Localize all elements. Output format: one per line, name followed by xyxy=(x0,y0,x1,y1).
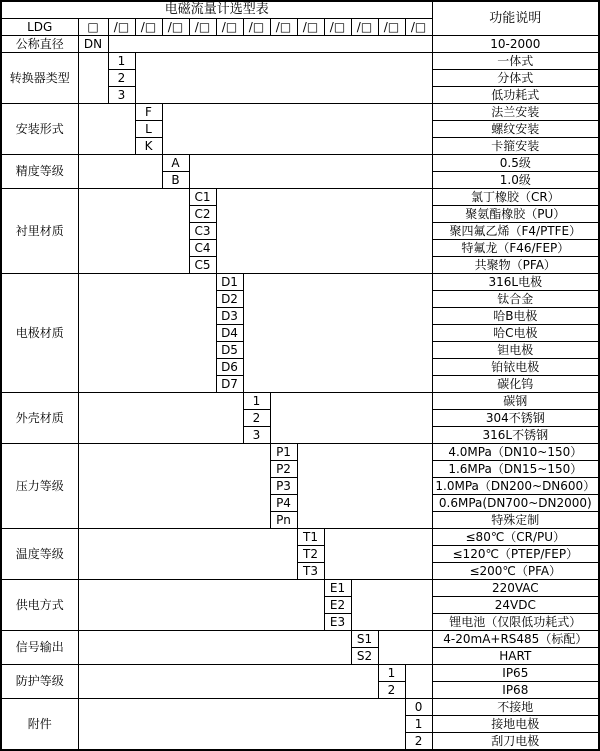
table-row xyxy=(1,155,599,172)
table-row xyxy=(1,529,599,546)
model-prefix: LDG xyxy=(1,19,78,36)
filler-cell xyxy=(78,53,108,104)
desc-cell: 1.0级 xyxy=(432,172,599,189)
desc-cell: 1.6MPa（DN15~150） xyxy=(432,461,599,478)
filler-cell xyxy=(78,274,216,393)
desc-cell: IP68 xyxy=(432,682,599,699)
table-row xyxy=(1,393,599,410)
code-cell: D2 xyxy=(216,291,243,308)
code-box: /□ xyxy=(324,19,351,36)
desc-cell: 哈C电极 xyxy=(432,325,599,342)
desc-cell: 不接地 xyxy=(432,699,599,716)
filler-cell xyxy=(108,36,432,53)
code-cell: 2 xyxy=(378,682,405,699)
section-label: 电极材质 xyxy=(1,274,78,393)
code-cell: S2 xyxy=(351,648,378,665)
desc-cell: 碳钢 xyxy=(432,393,599,410)
desc-cell: 哈B电极 xyxy=(432,308,599,325)
table-row xyxy=(1,104,599,121)
code-cell: 2 xyxy=(243,410,270,427)
title-row xyxy=(1,1,599,19)
code-cell: C1 xyxy=(189,189,216,206)
filler-cell xyxy=(78,104,135,155)
section-label: 精度等级 xyxy=(1,155,78,189)
code-cell: E3 xyxy=(324,614,351,631)
code-cell: C4 xyxy=(189,240,216,257)
filler-cell xyxy=(189,155,432,189)
desc-cell: ≤200℃（PFA） xyxy=(432,563,599,580)
code-cell: D1 xyxy=(216,274,243,291)
code-cell: 0 xyxy=(405,699,432,716)
desc-cell: IP65 xyxy=(432,665,599,682)
code-cell: 1 xyxy=(378,665,405,682)
desc-cell: 接地电极 xyxy=(432,716,599,733)
desc-cell: 低功耗式 xyxy=(432,87,599,104)
code-cell: P2 xyxy=(270,461,297,478)
desc-cell: ≤120℃（PTEP/FEP） xyxy=(432,546,599,563)
table-row xyxy=(1,631,599,648)
desc-cell: 特氟龙（F46/FEP） xyxy=(432,240,599,257)
table-row xyxy=(1,53,599,70)
code-cell: P3 xyxy=(270,478,297,495)
code-cell: P1 xyxy=(270,444,297,461)
code-cell: D6 xyxy=(216,359,243,376)
filler-cell xyxy=(378,631,432,665)
code-box-first: □ xyxy=(78,19,108,36)
filler-cell xyxy=(78,699,405,751)
desc-cell: 4.0MPa（DN10~150） xyxy=(432,444,599,461)
table-row xyxy=(1,699,599,716)
code-cell: 1 xyxy=(108,53,135,70)
filler-cell xyxy=(270,393,432,444)
filler-cell xyxy=(135,53,432,104)
desc-cell: 钛合金 xyxy=(432,291,599,308)
desc-cell: HART xyxy=(432,648,599,665)
desc-cell: 0.6MPa(DN700~DN2000) xyxy=(432,495,599,512)
table-row xyxy=(1,444,599,461)
filler-cell xyxy=(78,155,162,189)
code-box: /□ xyxy=(405,19,432,36)
code-cell: 1 xyxy=(243,393,270,410)
section-label: 转换器类型 xyxy=(1,53,78,104)
code-cell: L xyxy=(135,121,162,138)
code-cell: K xyxy=(135,138,162,155)
code-cell: F xyxy=(135,104,162,121)
desc-cell: 碳化钨 xyxy=(432,376,599,393)
code-box: /□ xyxy=(189,19,216,36)
desc-cell: 24VDC xyxy=(432,597,599,614)
code-cell: A xyxy=(162,155,189,172)
desc-cell: 聚氨酯橡胶（PU） xyxy=(432,206,599,223)
code-cell: D4 xyxy=(216,325,243,342)
section-label: 安装形式 xyxy=(1,104,78,155)
desc-cell: 220VAC xyxy=(432,580,599,597)
filler-cell xyxy=(78,393,243,444)
code-cell: 2 xyxy=(405,733,432,751)
desc-cell: 法兰安装 xyxy=(432,104,599,121)
filler-cell xyxy=(162,104,432,155)
code-cell: DN xyxy=(78,36,108,53)
table-row xyxy=(1,665,599,682)
desc-cell: 304不锈钢 xyxy=(432,410,599,427)
desc-cell: 分体式 xyxy=(432,70,599,87)
desc-cell: 共聚物（PFA） xyxy=(432,257,599,274)
desc-cell: 316L电极 xyxy=(432,274,599,291)
desc-cell: 锂电池（仅限低功耗式） xyxy=(432,614,599,631)
code-cell: C5 xyxy=(189,257,216,274)
section-label: 供电方式 xyxy=(1,580,78,631)
section-label: 外壳材质 xyxy=(1,393,78,444)
table-row xyxy=(1,189,599,206)
code-box: /□ xyxy=(243,19,270,36)
code-cell: E2 xyxy=(324,597,351,614)
code-cell: T2 xyxy=(297,546,324,563)
code-box: /□ xyxy=(108,19,135,36)
code-cell: D7 xyxy=(216,376,243,393)
filler-cell xyxy=(243,274,432,393)
code-cell: 3 xyxy=(108,87,135,104)
desc-cell: 钽电极 xyxy=(432,342,599,359)
code-cell: D5 xyxy=(216,342,243,359)
code-cell: 2 xyxy=(108,70,135,87)
code-box: /□ xyxy=(270,19,297,36)
section-label: 信号输出 xyxy=(1,631,78,665)
desc-cell: 聚四氟乙烯（F4/PTFE） xyxy=(432,223,599,240)
function-column-header: 功能说明 xyxy=(432,1,599,36)
section-label: 附件 xyxy=(1,699,78,751)
code-cell: T3 xyxy=(297,563,324,580)
filler-cell xyxy=(78,665,378,699)
filler-cell xyxy=(78,444,270,529)
filler-cell xyxy=(297,444,432,529)
desc-cell: 一体式 xyxy=(432,53,599,70)
section-label: 压力等级 xyxy=(1,444,78,529)
desc-cell: 0.5级 xyxy=(432,155,599,172)
desc-cell: 螺纹安装 xyxy=(432,121,599,138)
filler-cell xyxy=(324,529,432,580)
code-cell: P4 xyxy=(270,495,297,512)
desc-cell: 刮刀电极 xyxy=(432,733,599,751)
code-cell: Pn xyxy=(270,512,297,529)
table-row xyxy=(1,274,599,291)
table-row xyxy=(1,580,599,597)
desc-cell: 氯丁橡胶（CR） xyxy=(432,189,599,206)
code-box: /□ xyxy=(216,19,243,36)
filler-cell xyxy=(405,665,432,699)
desc-cell: 1.0MPa（DN200~DN600） xyxy=(432,478,599,495)
code-box: /□ xyxy=(351,19,378,36)
code-cell: S1 xyxy=(351,631,378,648)
desc-cell: 10-2000 xyxy=(432,36,599,53)
code-box: /□ xyxy=(162,19,189,36)
table-title: 电磁流量计选型表 xyxy=(1,1,432,19)
code-cell: 1 xyxy=(405,716,432,733)
filler-cell xyxy=(78,631,351,665)
code-cell: B xyxy=(162,172,189,189)
code-box: /□ xyxy=(297,19,324,36)
section-label: 公称直径 xyxy=(1,36,78,53)
code-box: /□ xyxy=(135,19,162,36)
code-box: /□ xyxy=(378,19,405,36)
code-cell: C3 xyxy=(189,223,216,240)
desc-cell: ≤80℃（CR/PU） xyxy=(432,529,599,546)
desc-cell: 316L不锈钢 xyxy=(432,427,599,444)
desc-cell: 4-20mA+RS485（标配） xyxy=(432,631,599,648)
filler-cell xyxy=(351,580,432,631)
filler-cell xyxy=(78,580,324,631)
filler-cell xyxy=(78,189,189,274)
desc-cell: 特殊定制 xyxy=(432,512,599,529)
code-cell: C2 xyxy=(189,206,216,223)
filler-cell xyxy=(216,189,432,274)
code-cell: T1 xyxy=(297,529,324,546)
table-row xyxy=(1,36,599,53)
code-cell: D3 xyxy=(216,308,243,325)
code-cell: E1 xyxy=(324,580,351,597)
section-label: 防护等级 xyxy=(1,665,78,699)
code-cell: 3 xyxy=(243,427,270,444)
desc-cell: 铂铱电极 xyxy=(432,359,599,376)
desc-cell: 卡箍安装 xyxy=(432,138,599,155)
section-label: 衬里材质 xyxy=(1,189,78,274)
filler-cell xyxy=(78,529,297,580)
section-label: 温度等级 xyxy=(1,529,78,580)
